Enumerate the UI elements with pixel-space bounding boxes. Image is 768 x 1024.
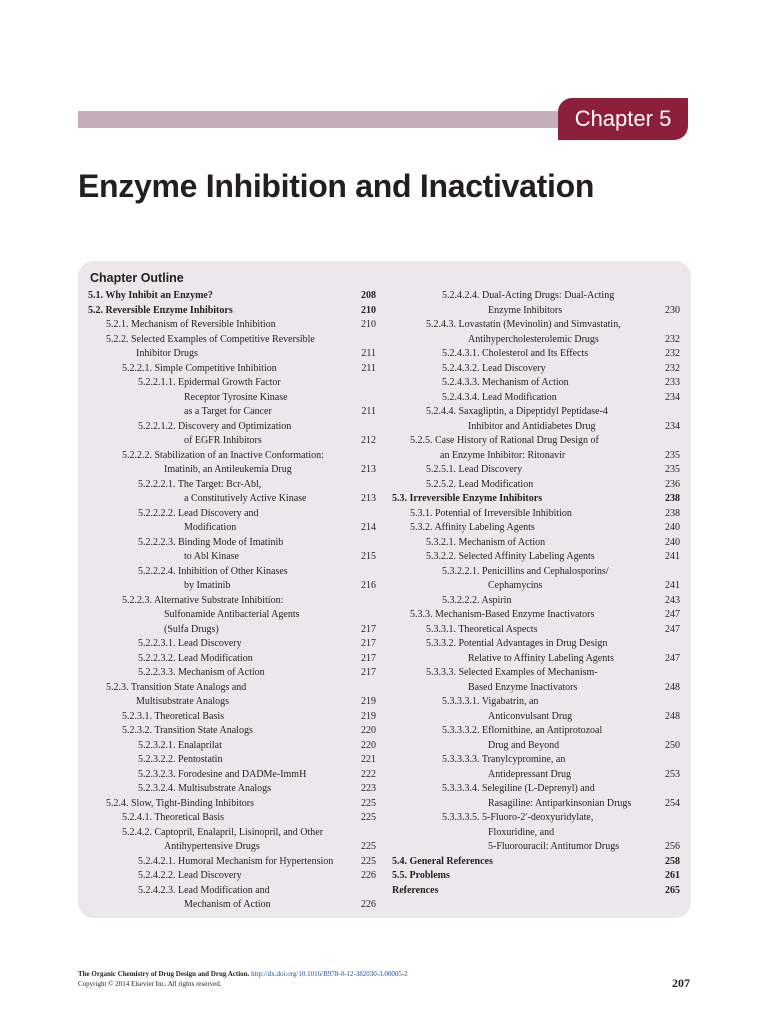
outline-entry-page: 253: [665, 768, 680, 780]
outline-entry[interactable]: [392, 869, 680, 884]
outline-entry[interactable]: [392, 536, 680, 551]
outline-entry-title-line: 5.3.2.2.1. Penicillins and Cephalosporins/: [442, 565, 609, 577]
outline-entry[interactable]: [392, 521, 680, 536]
outline-entry-page: 261: [665, 870, 680, 881]
outline-entry-title-line: 5.2.2.1.1. Epidermal Growth Factor: [138, 377, 281, 388]
outline-entry[interactable]: [88, 449, 376, 478]
outline-entry-page: 217: [361, 652, 376, 664]
outline-entry-title-line: Antihypertensive Drugs: [164, 841, 260, 852]
outline-entry-page: 248: [665, 681, 680, 693]
outline-entry[interactable]: [88, 797, 376, 812]
outline-entry[interactable]: [392, 405, 680, 434]
outline-entry-title-line: 5-Fluorouracil: Antitumor Drugs: [488, 841, 620, 852]
outline-entry-page: 220: [361, 725, 376, 736]
outline-entry-page: 240: [665, 522, 680, 533]
outline-entry[interactable]: [88, 666, 376, 681]
outline-entry-page: 225: [361, 812, 376, 823]
outline-entry-title-line: (Sulfa Drugs): [164, 623, 219, 635]
outline-entry-page: 225: [361, 841, 376, 852]
outline-entry-title-line: Enzyme Inhibitors: [488, 304, 563, 316]
outline-entry[interactable]: [392, 507, 680, 522]
outline-entry-page: 219: [361, 710, 376, 722]
outline-entry-page: 232: [665, 333, 680, 345]
outline-entry-title-line: 5.2.3.2.1. Enalaprilat: [138, 739, 222, 751]
outline-entry-title-line: 5.2.4.2.1. Humoral Mechanism for Hypertension: [138, 855, 334, 867]
page-number: 207: [672, 976, 690, 990]
outline-entry-title-line: 5.2.2.3.2. Lead Modification: [138, 652, 253, 664]
outline-entry-title-line: 5.2.3.2.2. Pentostatin: [138, 754, 223, 765]
outline-entry-page: 223: [361, 783, 376, 794]
outline-entry-title-line: Modification: [184, 522, 237, 533]
outline-entry-title-line: Antidepressant Drug: [488, 768, 572, 780]
outline-entry[interactable]: [392, 318, 680, 347]
outline-entry-title-line: 5.5. Problems: [392, 870, 450, 881]
outline-entry[interactable]: [392, 434, 680, 463]
outline-entry-title-line: 5.2.2.2.2. Lead Discovery and: [138, 507, 259, 519]
outline-entry-title-line: 5.2.5.1. Lead Discovery: [426, 464, 523, 475]
outline-entry-title-line: Floxuridine, and: [488, 826, 555, 838]
outline-entry-title-line: to Abl Kinase: [184, 551, 239, 562]
outline-entry-title-line: 5.2.2.2.1. The Target: Bcr-Abl,: [138, 478, 262, 490]
outline-right-column: [392, 289, 680, 898]
outline-entry[interactable]: [392, 289, 680, 318]
outline-entry[interactable]: [392, 565, 680, 594]
outline-entry-title-line: by Imatinib: [184, 580, 231, 591]
outline-entry-title-line: 5.2.3. Transition State Analogs and: [106, 681, 247, 693]
outline-entry-title-line: 5.2.4.1. Theoretical Basis: [122, 812, 225, 823]
outline-entry-page: 234: [665, 420, 680, 432]
footer: [78, 969, 690, 989]
outline-entry-title-line: 5.2.2.1. Simple Competitive Inhibition: [122, 362, 277, 374]
outline-entry[interactable]: [392, 884, 680, 899]
outline-entry-page: 217: [361, 623, 376, 635]
outline-entry-title-line: 5.3.3.3.5. 5-Fluoro-2′-deoxyuridylate,: [442, 812, 594, 823]
outline-entry[interactable]: [88, 594, 376, 638]
footer-book-title: The Organic Chemistry of Drug Design and Drug Action.: [78, 970, 250, 978]
outline-entry[interactable]: [88, 333, 376, 362]
outline-entry[interactable]: [392, 492, 680, 507]
outline-entry-page: 221: [361, 754, 376, 765]
outline-entry-title-line: 5.2.2.2. Stabilization of an Inactive Conformation:: [122, 449, 324, 461]
outline-entry[interactable]: [392, 376, 680, 391]
outline-entry[interactable]: [88, 681, 376, 710]
outline-entry[interactable]: [88, 304, 376, 319]
outline-entry-title-line: 5.3.3.3. Selected Examples of Mechanism-: [426, 667, 598, 678]
outline-entry-title-line: Mechanism of Action: [184, 899, 271, 910]
outline-entry[interactable]: [88, 478, 376, 507]
outline-entry-title-line: 5.2.3.2.4. Multisubstrate Analogs: [138, 783, 272, 794]
outline-entry-page: 241: [665, 551, 680, 562]
outline-entry-title-line: 5.3.3.1. Theoretical Aspects: [426, 623, 538, 635]
footer-copyright: Copyright © 2014 Elsevier Inc. All rights reserved.: [78, 980, 222, 988]
outline-entry-title-line: 5.2.4.3. Lovastatin (Mevinolin) and Simvastatin,: [426, 319, 621, 330]
outline-entry-title-line: Relative to Affinity Labeling Agents: [468, 652, 614, 664]
outline-entry-title-line: Based Enzyme Inactivators: [468, 681, 578, 693]
outline-entry-page: 210: [361, 319, 376, 330]
outline-entry-page: 238: [665, 507, 680, 519]
outline-entry-page: 210: [361, 304, 376, 316]
outline-entry[interactable]: [392, 391, 680, 406]
outline-entry[interactable]: [392, 695, 680, 724]
outline-entry-title-line: 5.2.1. Mechanism of Reversible Inhibition: [106, 319, 276, 330]
outline-entry-page: 211: [361, 406, 376, 417]
outline-entry-page: 235: [665, 449, 680, 461]
outline-entry-title-line: 5.3.3.3.3. Tranylcypromine, an: [442, 754, 566, 765]
outline-entry[interactable]: [88, 782, 376, 797]
outline-entry[interactable]: [392, 782, 680, 811]
outline-entry-title-line: 5.2.4.3.4. Lead Modification: [442, 391, 557, 403]
outline-entry-page: 241: [665, 580, 680, 591]
outline-entry-page: 247: [665, 623, 680, 635]
outline-entry-title-line: 5.2.4. Slow, Tight-Binding Inhibitors: [106, 797, 254, 809]
outline-entry-title-line: as a Target for Cancer: [184, 406, 272, 417]
outline-entry[interactable]: [88, 710, 376, 725]
outline-entry-title-line: 5.2.3.2.3. Forodesine and DADMe-ImmH: [138, 768, 307, 780]
outline-entry-page: 240: [665, 536, 680, 548]
chapter-bar: [78, 111, 558, 128]
outline-entry[interactable]: [88, 811, 376, 826]
outline-entry[interactable]: [392, 623, 680, 638]
outline-entry-page: 243: [665, 594, 680, 606]
outline-entry-page: 247: [665, 609, 680, 620]
outline-entry[interactable]: [392, 855, 680, 870]
outline-entry-title-line: Inhibitor and Antidiabetes Drug: [468, 420, 596, 432]
outline-entry-title-line: 5.2.4.2. Captopril, Enalapril, Lisinopril, and Other: [122, 826, 324, 838]
outline-entry-title-line: Drug and Beyond: [488, 739, 560, 751]
outline-entry[interactable]: [88, 753, 376, 768]
outline-entry-page: 232: [665, 362, 680, 374]
outline-entry[interactable]: [88, 869, 376, 884]
outline-entry-title-line: 5.3.2.1. Mechanism of Action: [426, 536, 546, 548]
outline-entry[interactable]: [392, 666, 680, 695]
outline-entry-title-line: 5.2.2.3.3. Mechanism of Action: [138, 667, 265, 678]
outline-entry-title-line: 5.3.3.3.4. Selegiline (L-Deprenyl) and: [442, 783, 595, 794]
outline-entry-title-line: 5.3.3.3.1. Vigabatrin, an: [442, 696, 539, 707]
outline-entry[interactable]: [88, 318, 376, 333]
outline-entry[interactable]: [88, 507, 376, 536]
outline-entry[interactable]: [88, 768, 376, 783]
outline-entry[interactable]: [392, 347, 680, 362]
outline-entry-page: 217: [361, 638, 376, 649]
outline-entry-title-line: References: [392, 884, 439, 896]
outline-entry-title-line: Sulfonamide Antibacterial Agents: [164, 609, 300, 620]
outline-entry[interactable]: [392, 724, 680, 753]
outline-entry-title-line: 5.2.2.2.3. Binding Mode of Imatinib: [138, 536, 284, 548]
outline-entry-title-line: Receptor Tyrosine Kinase: [184, 391, 288, 403]
outline-entry-title-line: 5.2.5. Case History of Rational Drug Design of: [410, 435, 599, 446]
outline-entry-title-line: 5.2.5.2. Lead Modification: [426, 478, 534, 490]
outline-entry-page: 212: [361, 435, 376, 446]
outline-entry-page: 214: [361, 522, 376, 533]
outline-entry-title-line: 5.2.2.1.2. Discovery and Optimization: [138, 420, 292, 432]
outline-entry[interactable]: [392, 637, 680, 666]
outline-entry-page: 226: [361, 870, 376, 881]
outline-entry-title-line: 5.2.2.3.1. Lead Discovery: [138, 638, 242, 649]
page-title: Enzyme Inhibition and Inactivation: [78, 168, 595, 204]
outline-entry-page: 236: [665, 478, 680, 490]
outline-entry[interactable]: [392, 594, 680, 609]
outline-entry-title-line: Inhibitor Drugs: [136, 348, 198, 359]
outline-entry[interactable]: [392, 753, 680, 782]
outline-entry-page: 234: [665, 391, 680, 403]
outline-entry[interactable]: [88, 855, 376, 870]
outline-entry-page: 235: [665, 464, 680, 475]
outline-entry-title-line: an Enzyme Inhibitor: Ritonavir: [440, 449, 566, 461]
outline-entry-title-line: 5.2.4.2.3. Lead Modification and: [138, 884, 270, 896]
outline-entry-title-line: 5.2.4.2.2. Lead Discovery: [138, 870, 242, 881]
outline-entry-title-line: 5.4. General References: [392, 855, 493, 867]
outline-entry[interactable]: [88, 652, 376, 667]
outline-entry-title-line: 5.2.2.3. Alternative Substrate Inhibition:: [122, 594, 284, 606]
outline-entry-title-line: a Constitutively Active Kinase: [184, 493, 307, 504]
outline-left-column: [88, 289, 376, 913]
footer-doi-link[interactable]: http://dx.doi.org/10.1016/B978-0-12-382030-3.00005-2: [251, 970, 408, 978]
outline-entry-page: 213: [361, 493, 376, 504]
outline-entry-title-line: 5.3.1. Potential of Irreversible Inhibition: [410, 507, 572, 519]
outline-entry-title-line: 5.1. Why Inhibit an Enzyme?: [88, 290, 213, 301]
outline-entry-page: 248: [665, 710, 680, 722]
outline-entry-page: 216: [361, 580, 376, 591]
outline-entry[interactable]: [88, 884, 376, 913]
outline-entry-title-line: 5.2.4.3.2. Lead Discovery: [442, 362, 546, 374]
outline-entry-title-line: 5.2.3.2. Transition State Analogs: [122, 725, 253, 736]
outline-entry-title-line: 5.2.4.4. Saxagliptin, a Dipeptidyl Peptidase-4: [426, 406, 608, 417]
outline-entry-title-line: 5.2.4.3.3. Mechanism of Action: [442, 377, 569, 388]
outline-entry[interactable]: [392, 478, 680, 493]
outline-entry-title-line: 5.3. Irreversible Enzyme Inhibitors: [392, 493, 543, 504]
outline-entry[interactable]: [88, 536, 376, 565]
outline-entry-page: 220: [361, 739, 376, 751]
outline-entry-page: 258: [665, 855, 680, 867]
outline-entry-page: 254: [665, 797, 680, 809]
outline-entry[interactable]: [88, 376, 376, 420]
outline-entry-page: 230: [665, 304, 680, 316]
outline-entry[interactable]: [88, 739, 376, 754]
outline-entry[interactable]: [88, 362, 376, 377]
outline-entry-title-line: 5.3.2.2.2. Aspirin: [442, 594, 512, 606]
outline-entry-title-line: 5.2.4.2.4. Dual-Acting Drugs: Dual-Acting: [442, 290, 615, 301]
outline-entry-title-line: 5.2.3.1. Theoretical Basis: [122, 710, 225, 722]
outline-entry-title-line: 5.3.2.2. Selected Affinity Labeling Agents: [426, 551, 595, 562]
outline-entry-title-line: Multisubstrate Analogs: [136, 696, 230, 707]
outline-entry[interactable]: [88, 420, 376, 449]
outline-entry-title-line: Cephamycins: [488, 580, 543, 591]
outline-entry-title-line: 5.2.2. Selected Examples of Competitive Reversible: [106, 333, 315, 345]
outline-entry-title-line: 5.3.3. Mechanism-Based Enzyme Inactivators: [410, 609, 595, 620]
outline-entry-page: 225: [361, 797, 376, 809]
outline-entry-page: 213: [361, 464, 376, 475]
outline-entry[interactable]: [392, 362, 680, 377]
outline-entry-page: 225: [361, 855, 376, 867]
outline-entry-page: 247: [665, 652, 680, 664]
chapter-outline-heading: Chapter Outline: [90, 271, 184, 285]
outline-entry[interactable]: [392, 811, 680, 855]
outline-entry-title-line: of EGFR Inhibitors: [184, 435, 262, 446]
outline-entry[interactable]: [88, 289, 376, 304]
outline-entry-title-line: 5.2. Reversible Enzyme Inhibitors: [88, 304, 233, 316]
outline-entry[interactable]: [392, 608, 680, 623]
outline-entry-page: 217: [361, 667, 376, 678]
outline-entry-title-line: Imatinib, an Antileukemia Drug: [164, 464, 292, 475]
outline-entry-page: 215: [361, 551, 376, 562]
outline-entry-title-line: 5.2.4.3.1. Cholesterol and Its Effects: [442, 348, 589, 359]
outline-entry-page: 238: [665, 493, 680, 504]
outline-entry-title-line: Antihypercholesterolemic Drugs: [468, 333, 599, 345]
outline-entry[interactable]: [88, 826, 376, 855]
outline-entry-page: 265: [665, 884, 680, 896]
outline-entry-page: 208: [361, 290, 376, 301]
outline-entry[interactable]: [392, 550, 680, 565]
outline-entry-title-line: 5.3.3.2. Potential Advantages in Drug Design: [426, 638, 608, 649]
outline-entry-title-line: Rasagiline: Antiparkinsonian Drugs: [488, 797, 632, 809]
chapter-badge: Chapter 5: [558, 98, 688, 140]
outline-entry-page: 222: [361, 768, 376, 780]
outline-entry[interactable]: [88, 724, 376, 739]
outline-entry-page: 219: [361, 696, 376, 707]
outline-entry-page: 211: [361, 348, 376, 359]
outline-entry-page: 232: [665, 348, 680, 359]
outline-entry-page: 250: [665, 739, 680, 751]
outline-entry-title-line: 5.3.3.3.2. Eflornithine, an Antiprotozoal: [442, 725, 603, 736]
outline-entry-page: 233: [665, 377, 680, 388]
outline-entry-title-line: 5.2.2.2.4. Inhibition of Other Kinases: [138, 565, 288, 577]
outline-entry-page: 256: [665, 841, 680, 852]
outline-entry-page: 226: [361, 899, 376, 910]
outline-entry[interactable]: [88, 565, 376, 594]
outline-entry[interactable]: [392, 463, 680, 478]
outline-entry-title-line: Anticonvulsant Drug: [488, 710, 573, 722]
outline-entry-title-line: 5.3.2. Affinity Labeling Agents: [410, 522, 535, 533]
outline-entry-page: 211: [361, 362, 376, 374]
outline-entry[interactable]: [88, 637, 376, 652]
